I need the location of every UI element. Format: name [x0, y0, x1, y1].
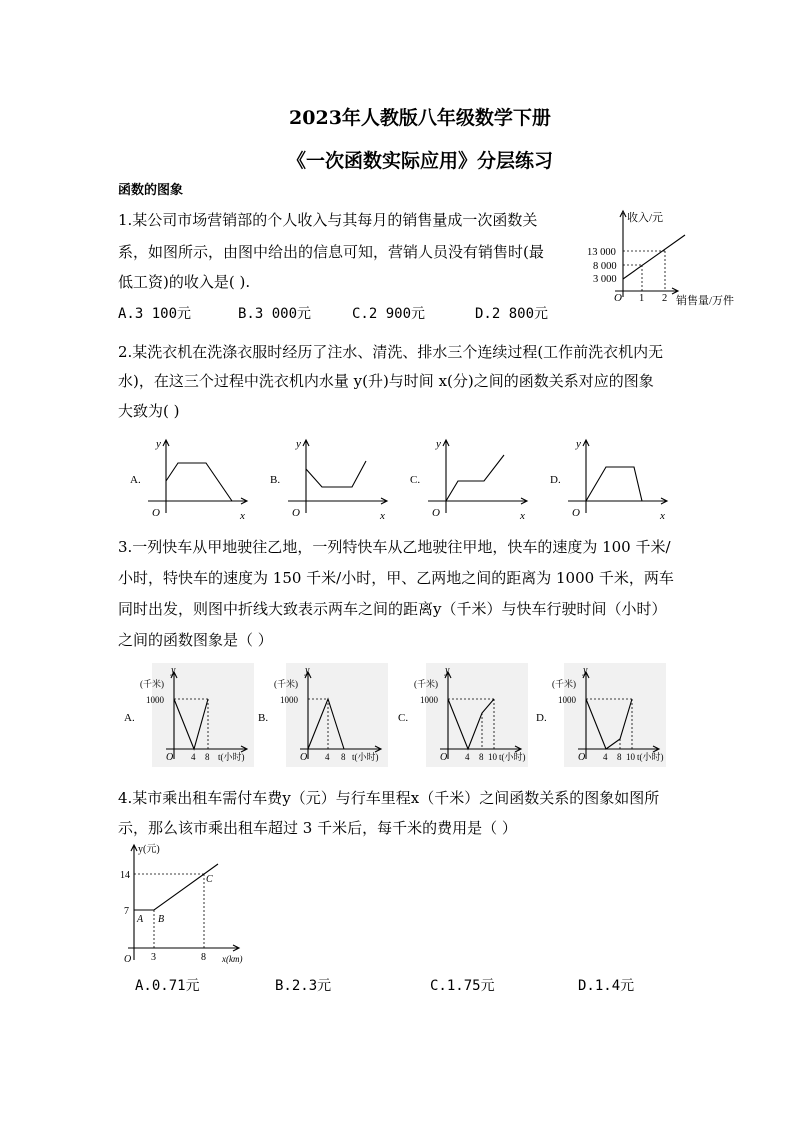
q2-graph-c[interactable]: [408, 435, 538, 523]
page-title: 2023年人教版八年级数学下册: [289, 107, 551, 129]
q1-option-d[interactable]: D.2 800元: [475, 306, 549, 322]
income-line: [623, 235, 685, 279]
q2-graph-a[interactable]: [128, 435, 258, 523]
q2-d-label: D.: [550, 474, 561, 486]
q2-d-o: O: [572, 507, 580, 519]
q3-d-y: y: [583, 665, 588, 676]
q1-xtick-2: 2: [662, 293, 668, 304]
q2-line-2: 水)，在这三个过程中洗衣机内水量 y(升)与时间 x(分)之间的函数关系对应的图象: [118, 372, 654, 390]
q4-line-2: 示，那么该市乘出租车超过 3 千米后，每千米的费用是（ ）: [118, 819, 517, 837]
q3-line-1: 3.一列快车从甲地驶往乙地，一列特快车从乙地驶往甲地，快车的速度为 100 千米/: [118, 538, 671, 556]
q4-point-c: C: [206, 874, 213, 885]
q4-point-b: B: [158, 914, 165, 925]
q3-d-o: O: [578, 752, 586, 763]
q3-b-xt2: 8: [341, 752, 346, 762]
q1-option-c[interactable]: C.2 900元: [352, 306, 426, 322]
q2-d-y: y: [576, 438, 581, 450]
q1-origin: O: [614, 292, 622, 304]
q4-ylabel: y(元): [138, 844, 160, 855]
q2-b-y: y: [296, 438, 301, 450]
q2-line-1: 2.某洗衣机在洗涤衣服时经历了注水、清洗、排水三个连续过程(工作前洗衣机内无: [118, 343, 664, 361]
q3-d-xt2: 8: [617, 752, 622, 762]
q3-c-ytick: 1000: [420, 695, 438, 705]
q1-line-1: 1.某公司市场营销部的个人收入与其每月的销售量成一次函数关: [118, 211, 538, 229]
q4-line-1: 4.某市乘出租车需付车费y（元）与行车里程x（千米）之间函数关系的图象如图所: [118, 789, 660, 807]
q3-a-xt1: 4: [191, 752, 196, 762]
q1-line-3: 低工资)的收入是( ).: [118, 273, 251, 291]
q3-d-xl: t(小时): [637, 752, 664, 762]
q3-b-label: B.: [258, 712, 269, 724]
q2-graph-d[interactable]: [548, 435, 678, 523]
q3-a-xl: t(小时): [218, 752, 245, 762]
q3-c-unit: (千米): [414, 679, 438, 689]
q3-graph-d[interactable]: [534, 663, 669, 768]
q2-d-x: x: [660, 510, 665, 522]
q2-b-o: O: [292, 507, 300, 519]
q3-c-xt1: 4: [465, 752, 470, 762]
page-subtitle: 《一次函数实际应用》分层练习: [286, 150, 553, 172]
q2-a-o: O: [152, 507, 160, 519]
q2-c-label: C.: [410, 474, 421, 486]
q1-xtick-1: 1: [639, 293, 645, 304]
q1-option-b[interactable]: B.3 000元: [238, 306, 312, 322]
q2-c-o: O: [432, 507, 440, 519]
q3-line-4: 之间的函数图象是（ ）: [118, 631, 273, 649]
q3-line-2: 小时，特快车的速度为 150 千米/小时，甲、乙两地之间的距离为 1000 千米，两车: [118, 569, 674, 587]
q1-ytick-8000: 8 000: [593, 261, 617, 272]
q3-b-ytick: 1000: [280, 695, 298, 705]
q1-xlabel: 销售量/万件: [676, 295, 735, 307]
q3-c-y: y: [445, 665, 450, 676]
q4-xlabel: x(km): [222, 954, 243, 964]
q2-graph-b[interactable]: [268, 435, 398, 523]
q2-line-3: 大致为( ): [118, 402, 180, 420]
q4-point-a: A: [137, 914, 144, 925]
q3-c-xt2: 8: [479, 752, 484, 762]
q3-graph-b[interactable]: [256, 663, 391, 768]
q3-d-xt1: 4: [603, 752, 608, 762]
q3-b-o: O: [300, 752, 308, 763]
q3-a-o: O: [166, 752, 174, 763]
q4-option-b[interactable]: B.2.3元: [275, 978, 332, 994]
q3-a-label: A.: [124, 712, 135, 724]
q4-ytick-7: 7: [124, 906, 129, 917]
q3-b-xl: t(小时): [352, 752, 379, 762]
q2-c-y: y: [436, 438, 441, 450]
q3-graph-a[interactable]: [122, 663, 257, 768]
q4-option-a[interactable]: A.0.71元: [135, 978, 200, 994]
q3-d-ytick: 1000: [558, 695, 576, 705]
q4-xtick-8: 8: [201, 952, 206, 963]
q1-option-a[interactable]: A.3 100元: [118, 306, 192, 322]
q2-b-x: x: [380, 510, 385, 522]
q3-c-label: C.: [398, 712, 409, 724]
q4-taxi-graph: [112, 838, 257, 970]
q4-option-d[interactable]: D.1.4元: [578, 978, 635, 994]
q1-ylabel: 收入/元: [627, 212, 664, 224]
q4-origin: O: [124, 954, 132, 965]
q3-a-y: y: [171, 665, 176, 676]
q2-a-x: x: [240, 510, 245, 522]
q3-c-xt3: 10: [488, 752, 497, 762]
q4-ytick-14: 14: [120, 870, 130, 881]
q3-a-unit: (千米): [140, 679, 164, 689]
q3-d-unit: (千米): [552, 679, 576, 689]
q3-graph-c[interactable]: [396, 663, 531, 768]
q1-line-2: 系，如图所示，由图中给出的信息可知，营销人员没有销售时(最: [118, 243, 544, 261]
q3-b-unit: (千米): [274, 679, 298, 689]
q2-c-x: x: [520, 510, 525, 522]
q3-b-xt1: 4: [325, 752, 330, 762]
section-heading: 函数的图象: [118, 183, 184, 198]
q3-d-label: D.: [536, 712, 547, 724]
q4-option-c[interactable]: C.1.75元: [430, 978, 495, 994]
q3-c-xl: t(小时): [499, 752, 526, 762]
q3-a-ytick: 1000: [146, 695, 164, 705]
q2-b-label: B.: [270, 474, 281, 486]
q4-xtick-3: 3: [151, 952, 156, 963]
q1-income-graph: [585, 205, 770, 310]
q3-b-y: y: [305, 665, 310, 676]
q1-ytick-3000: 3 000: [593, 274, 617, 285]
q2-a-y: y: [156, 438, 161, 450]
q3-c-o: O: [440, 752, 448, 763]
q3-a-xt2: 8: [205, 752, 210, 762]
q1-ytick-13000: 13 000: [587, 247, 616, 258]
q3-d-xt3: 10: [626, 752, 635, 762]
q3-line-3: 同时出发，则图中折线大致表示两车之间的距离y（千米）与快车行驶时间（小时）: [118, 600, 667, 618]
q2-a-label: A.: [130, 474, 141, 486]
